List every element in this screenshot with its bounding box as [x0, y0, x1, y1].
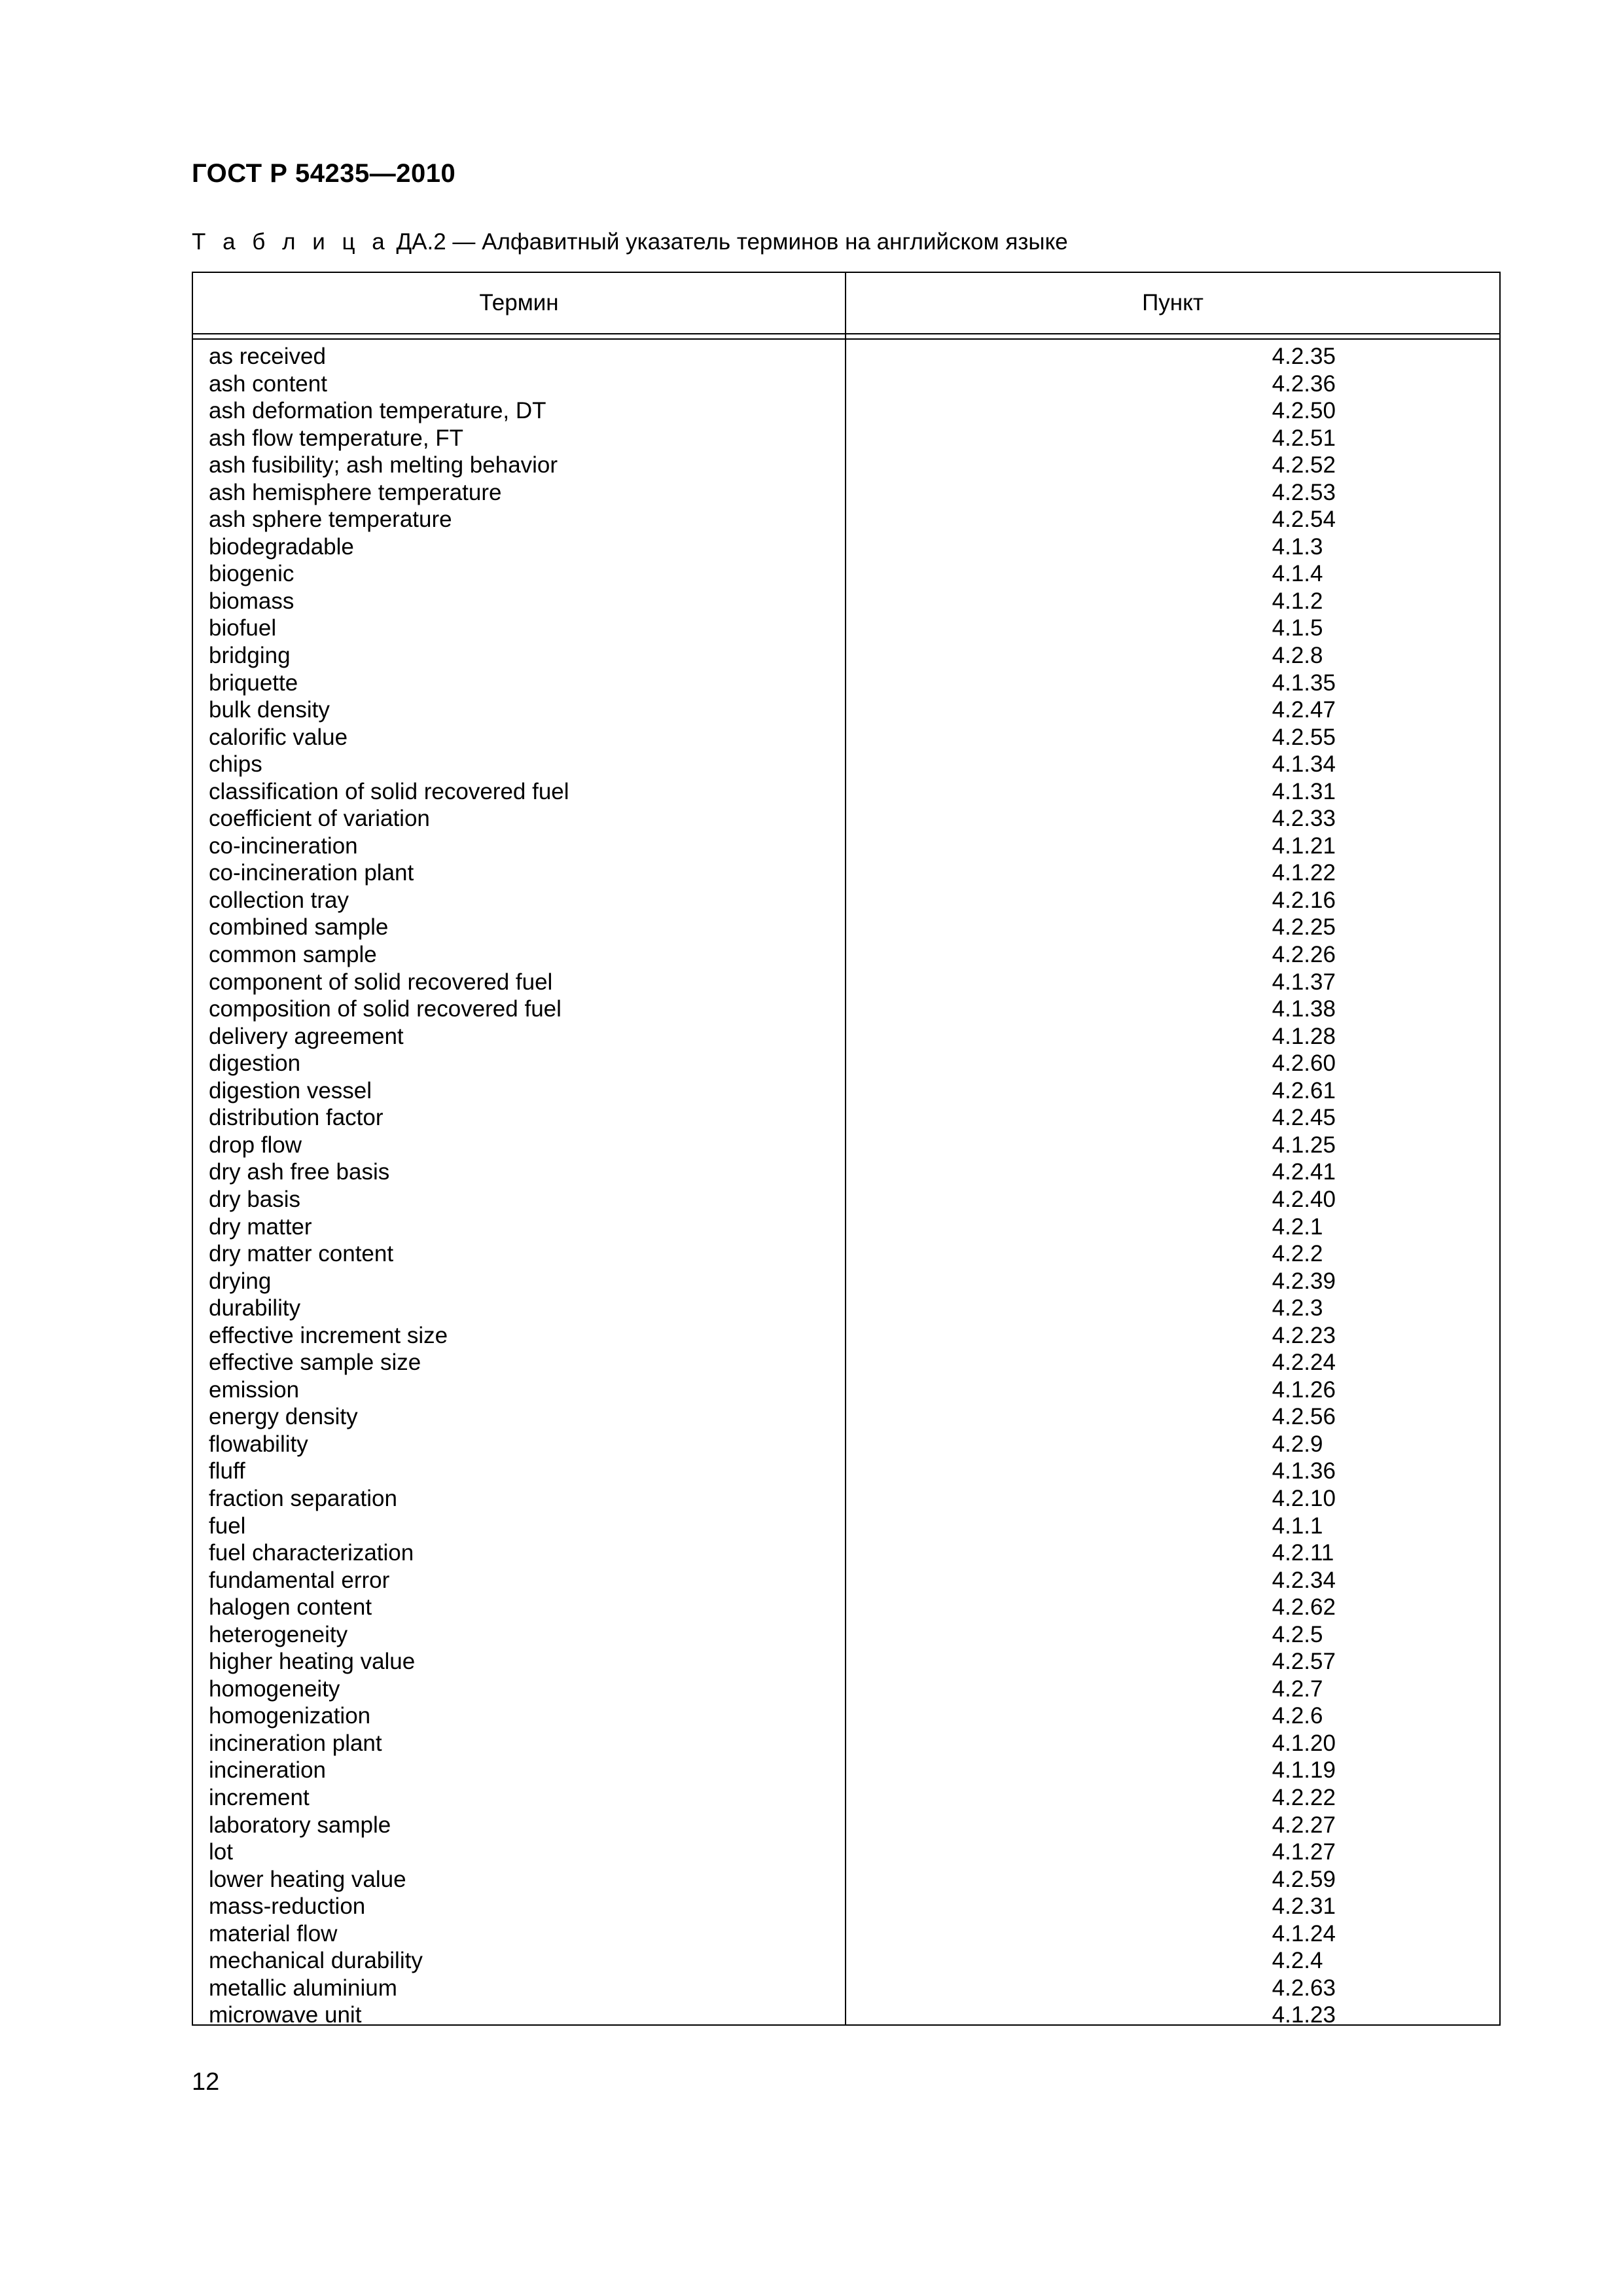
- table-row: [193, 1947, 1499, 1975]
- clause-cell: 4.1.19: [1272, 1757, 1336, 1784]
- clause-cell: 4.2.33: [1272, 806, 1336, 832]
- clause-cell: 4.2.4: [1272, 1948, 1323, 1974]
- term-cell: ash hemisphere temperature: [209, 479, 502, 505]
- table-caption: [192, 229, 1068, 255]
- clause-cell: 4.2.3: [1272, 1295, 1323, 1321]
- table-row: [193, 696, 1499, 724]
- table-row: [193, 996, 1499, 1023]
- table-row: [193, 560, 1499, 588]
- column-header-term: Термин: [479, 290, 559, 315]
- clause-cell: 4.1.23: [1272, 2002, 1336, 2028]
- table-row: [193, 588, 1499, 615]
- term-index-table: [192, 272, 1501, 2026]
- clause-cell: 4.2.52: [1272, 452, 1336, 478]
- table-row: [193, 1023, 1499, 1050]
- table-row: [193, 859, 1499, 887]
- term-cell: material flow: [209, 1920, 338, 1946]
- term-cell: incineration: [209, 1757, 326, 1784]
- term-cell: drop flow: [209, 1132, 302, 1158]
- clause-cell: 4.1.35: [1272, 670, 1336, 696]
- term-cell: distribution factor: [209, 1105, 383, 1131]
- clause-cell: 4.2.57: [1272, 1649, 1336, 1675]
- clause-cell: 4.2.40: [1272, 1186, 1336, 1212]
- clause-cell: 4.2.34: [1272, 1567, 1336, 1593]
- term-cell: metallic aluminium: [209, 1975, 397, 2001]
- term-cell: fluff: [209, 1458, 245, 1484]
- clause-cell: 4.1.26: [1272, 1376, 1336, 1403]
- clause-cell: 4.1.37: [1272, 969, 1336, 995]
- term-cell: composition of solid recovered fuel: [209, 996, 562, 1022]
- clause-cell: 4.1.5: [1272, 615, 1323, 641]
- term-cell: digestion: [209, 1050, 301, 1077]
- table-row: [193, 1621, 1499, 1649]
- clause-cell: 4.2.53: [1272, 479, 1336, 505]
- clause-cell: 4.2.36: [1272, 370, 1336, 397]
- clause-cell: 4.2.62: [1272, 1594, 1336, 1621]
- table-row: [193, 343, 1499, 370]
- table-row: [193, 533, 1499, 561]
- header-rule-double: [193, 338, 1499, 340]
- clause-cell: 4.2.27: [1272, 1812, 1336, 1838]
- table-row: [193, 969, 1499, 996]
- table-row: [193, 1240, 1499, 1268]
- table-row: [193, 370, 1499, 398]
- table-row: [193, 778, 1499, 806]
- clause-cell: 4.2.41: [1272, 1159, 1336, 1185]
- term-cell: dry matter: [209, 1213, 312, 1240]
- table-row: [193, 1186, 1499, 1213]
- term-cell: fuel: [209, 1513, 246, 1539]
- clause-cell: 4.2.45: [1272, 1105, 1336, 1131]
- term-cell: dry matter content: [209, 1241, 394, 1267]
- table-row: [193, 642, 1499, 670]
- table-row: [193, 1158, 1499, 1186]
- clause-cell: 4.1.28: [1272, 1023, 1336, 1049]
- document-header: ГОСТ Р 54235—2010: [192, 159, 456, 188]
- clause-cell: 4.1.3: [1272, 533, 1323, 560]
- clause-cell: 4.2.8: [1272, 643, 1323, 669]
- table-row: [193, 1648, 1499, 1676]
- term-cell: emission: [209, 1376, 300, 1403]
- clause-cell: 4.1.31: [1272, 778, 1336, 804]
- table-row: [193, 941, 1499, 969]
- term-cell: ash sphere temperature: [209, 507, 452, 533]
- table-row: [193, 1485, 1499, 1513]
- term-cell: bridging: [209, 643, 291, 669]
- term-cell: fraction separation: [209, 1485, 397, 1511]
- term-cell: ash fusibility; ash melting behavior: [209, 452, 558, 478]
- table-row: [193, 1676, 1499, 1703]
- table-row: [193, 1539, 1499, 1567]
- table-row: [193, 1403, 1499, 1431]
- term-cell: flowability: [209, 1431, 308, 1457]
- table-row: [193, 1431, 1499, 1458]
- term-cell: classification of solid recovered fuel: [209, 778, 569, 804]
- term-cell: microwave unit: [209, 2002, 362, 2028]
- term-cell: biodegradable: [209, 533, 354, 560]
- term-cell: collection tray: [209, 887, 349, 913]
- term-cell: biogenic: [209, 561, 294, 587]
- clause-cell: 4.2.1: [1272, 1213, 1323, 1240]
- clause-cell: 4.2.24: [1272, 1350, 1336, 1376]
- table-row: [193, 1295, 1499, 1322]
- clause-cell: 4.2.51: [1272, 425, 1336, 451]
- table-row: [193, 1784, 1499, 1812]
- clause-cell: 4.1.20: [1272, 1730, 1336, 1756]
- clause-cell: 4.2.47: [1272, 697, 1336, 723]
- term-cell: lot: [209, 1839, 233, 1865]
- table-row: [193, 805, 1499, 833]
- clause-cell: 4.1.38: [1272, 996, 1336, 1022]
- clause-cell: 4.2.56: [1272, 1404, 1336, 1430]
- table-row: [193, 751, 1499, 778]
- term-cell: effective increment size: [209, 1322, 448, 1348]
- table-row: [193, 1812, 1499, 1839]
- table-row: [193, 670, 1499, 697]
- term-cell: mass-reduction: [209, 1893, 366, 1920]
- table-row: [193, 1513, 1499, 1540]
- table-row: [193, 1458, 1499, 1485]
- table-row: [193, 1376, 1499, 1404]
- term-cell: co-incineration: [209, 833, 358, 859]
- term-cell: biofuel: [209, 615, 277, 641]
- table-body: [193, 343, 1499, 2029]
- term-cell: dry ash free basis: [209, 1159, 390, 1185]
- table-row: [193, 1213, 1499, 1241]
- table-row: [193, 479, 1499, 507]
- table-caption-text: ДА.2 — Алфавитный указатель терминов на английском языке: [389, 229, 1068, 255]
- table-row: [193, 724, 1499, 751]
- term-cell: effective sample size: [209, 1350, 421, 1376]
- term-cell: digestion vessel: [209, 1077, 372, 1103]
- table-row: [193, 1893, 1499, 1920]
- term-cell: briquette: [209, 670, 298, 696]
- term-cell: higher heating value: [209, 1649, 416, 1675]
- clause-cell: 4.1.34: [1272, 751, 1336, 778]
- table-row: [193, 397, 1499, 425]
- clause-cell: 4.2.25: [1272, 914, 1336, 941]
- header-rule: [193, 333, 1499, 334]
- term-cell: homogeneity: [209, 1676, 340, 1702]
- table-row: [193, 1839, 1499, 1866]
- clause-cell: 4.2.6: [1272, 1703, 1323, 1729]
- term-cell: dry basis: [209, 1186, 301, 1212]
- term-cell: drying: [209, 1268, 272, 1294]
- clause-cell: 4.2.16: [1272, 887, 1336, 913]
- term-cell: mechanical durability: [209, 1948, 423, 1974]
- clause-cell: 4.2.54: [1272, 507, 1336, 533]
- table-row: [193, 833, 1499, 860]
- table-row: [193, 1920, 1499, 1948]
- term-cell: incineration plant: [209, 1730, 382, 1756]
- term-cell: component of solid recovered fuel: [209, 969, 553, 995]
- clause-cell: 4.2.63: [1272, 1975, 1336, 2001]
- term-cell: fuel characterization: [209, 1540, 414, 1566]
- clause-cell: 4.1.36: [1272, 1458, 1336, 1484]
- clause-cell: 4.2.31: [1272, 1893, 1336, 1920]
- term-cell: delivery agreement: [209, 1023, 404, 1049]
- table-row: [193, 1349, 1499, 1376]
- clause-cell: 4.2.50: [1272, 398, 1336, 424]
- clause-cell: 4.1.21: [1272, 833, 1336, 859]
- clause-cell: 4.2.7: [1272, 1676, 1323, 1702]
- clause-cell: 4.2.39: [1272, 1268, 1336, 1294]
- clause-cell: 4.2.26: [1272, 942, 1336, 968]
- table-row: [193, 1702, 1499, 1730]
- table-row: [193, 425, 1499, 452]
- clause-cell: 4.2.61: [1272, 1077, 1336, 1103]
- table-row: [193, 1730, 1499, 1757]
- term-cell: durability: [209, 1295, 301, 1321]
- clause-cell: 4.2.23: [1272, 1322, 1336, 1348]
- clause-cell: 4.2.59: [1272, 1866, 1336, 1892]
- table-row: [193, 1975, 1499, 2002]
- column-header-clause: Пункт: [1142, 290, 1204, 315]
- term-cell: ash content: [209, 370, 327, 397]
- clause-cell: 4.2.5: [1272, 1621, 1323, 1647]
- term-cell: bulk density: [209, 697, 330, 723]
- term-cell: increment: [209, 1784, 310, 1810]
- table-row: [193, 1050, 1499, 1077]
- clause-cell: 4.1.24: [1272, 1920, 1336, 1946]
- clause-cell: 4.1.25: [1272, 1132, 1336, 1158]
- term-cell: as received: [209, 344, 326, 369]
- term-cell: ash deformation temperature, DT: [209, 398, 546, 424]
- table-row: [193, 1268, 1499, 1295]
- table-row: [193, 1077, 1499, 1105]
- clause-cell: 4.1.27: [1272, 1839, 1336, 1865]
- term-cell: calorific value: [209, 724, 348, 750]
- term-cell: halogen content: [209, 1594, 372, 1621]
- table-row: [193, 506, 1499, 533]
- table-row: [193, 1567, 1499, 1594]
- clause-cell: 4.1.4: [1272, 561, 1323, 587]
- clause-cell: 4.2.10: [1272, 1485, 1336, 1511]
- table-caption-prefix: Т а б л и ц а: [192, 229, 390, 255]
- table-row: [193, 887, 1499, 914]
- clause-cell: 4.2.22: [1272, 1784, 1336, 1810]
- term-cell: common sample: [209, 942, 377, 968]
- term-cell: biomass: [209, 588, 294, 614]
- clause-cell: 4.1.22: [1272, 860, 1336, 886]
- clause-cell: 4.2.35: [1272, 344, 1336, 369]
- table-row: [193, 1594, 1499, 1621]
- term-cell: lower heating value: [209, 1866, 406, 1892]
- table-row: [193, 1104, 1499, 1132]
- table-row: [193, 1757, 1499, 1784]
- page-number: 12: [192, 2068, 220, 2096]
- term-cell: laboratory sample: [209, 1812, 391, 1838]
- term-cell: coefficient of variation: [209, 806, 430, 832]
- clause-cell: 4.2.11: [1272, 1540, 1334, 1566]
- clause-cell: 4.2.55: [1272, 724, 1336, 750]
- table-row: [193, 615, 1499, 642]
- table-row: [193, 452, 1499, 479]
- clause-cell: 4.2.9: [1272, 1431, 1323, 1457]
- table-row: [193, 2001, 1499, 2029]
- table-row: [193, 1866, 1499, 1893]
- term-cell: combined sample: [209, 914, 389, 941]
- table-row: [193, 1322, 1499, 1350]
- term-cell: chips: [209, 751, 262, 778]
- clause-cell: 4.1.1: [1272, 1513, 1323, 1539]
- term-cell: co-incineration plant: [209, 860, 414, 886]
- term-cell: fundamental error: [209, 1567, 390, 1593]
- term-cell: homogenization: [209, 1703, 371, 1729]
- clause-cell: 4.2.2: [1272, 1241, 1323, 1267]
- term-cell: ash flow temperature, FT: [209, 425, 464, 451]
- term-cell: energy density: [209, 1404, 358, 1430]
- table-row: [193, 914, 1499, 941]
- term-cell: heterogeneity: [209, 1621, 348, 1647]
- clause-cell: 4.2.60: [1272, 1050, 1336, 1077]
- table-row: [193, 1132, 1499, 1159]
- clause-cell: 4.1.2: [1272, 588, 1323, 614]
